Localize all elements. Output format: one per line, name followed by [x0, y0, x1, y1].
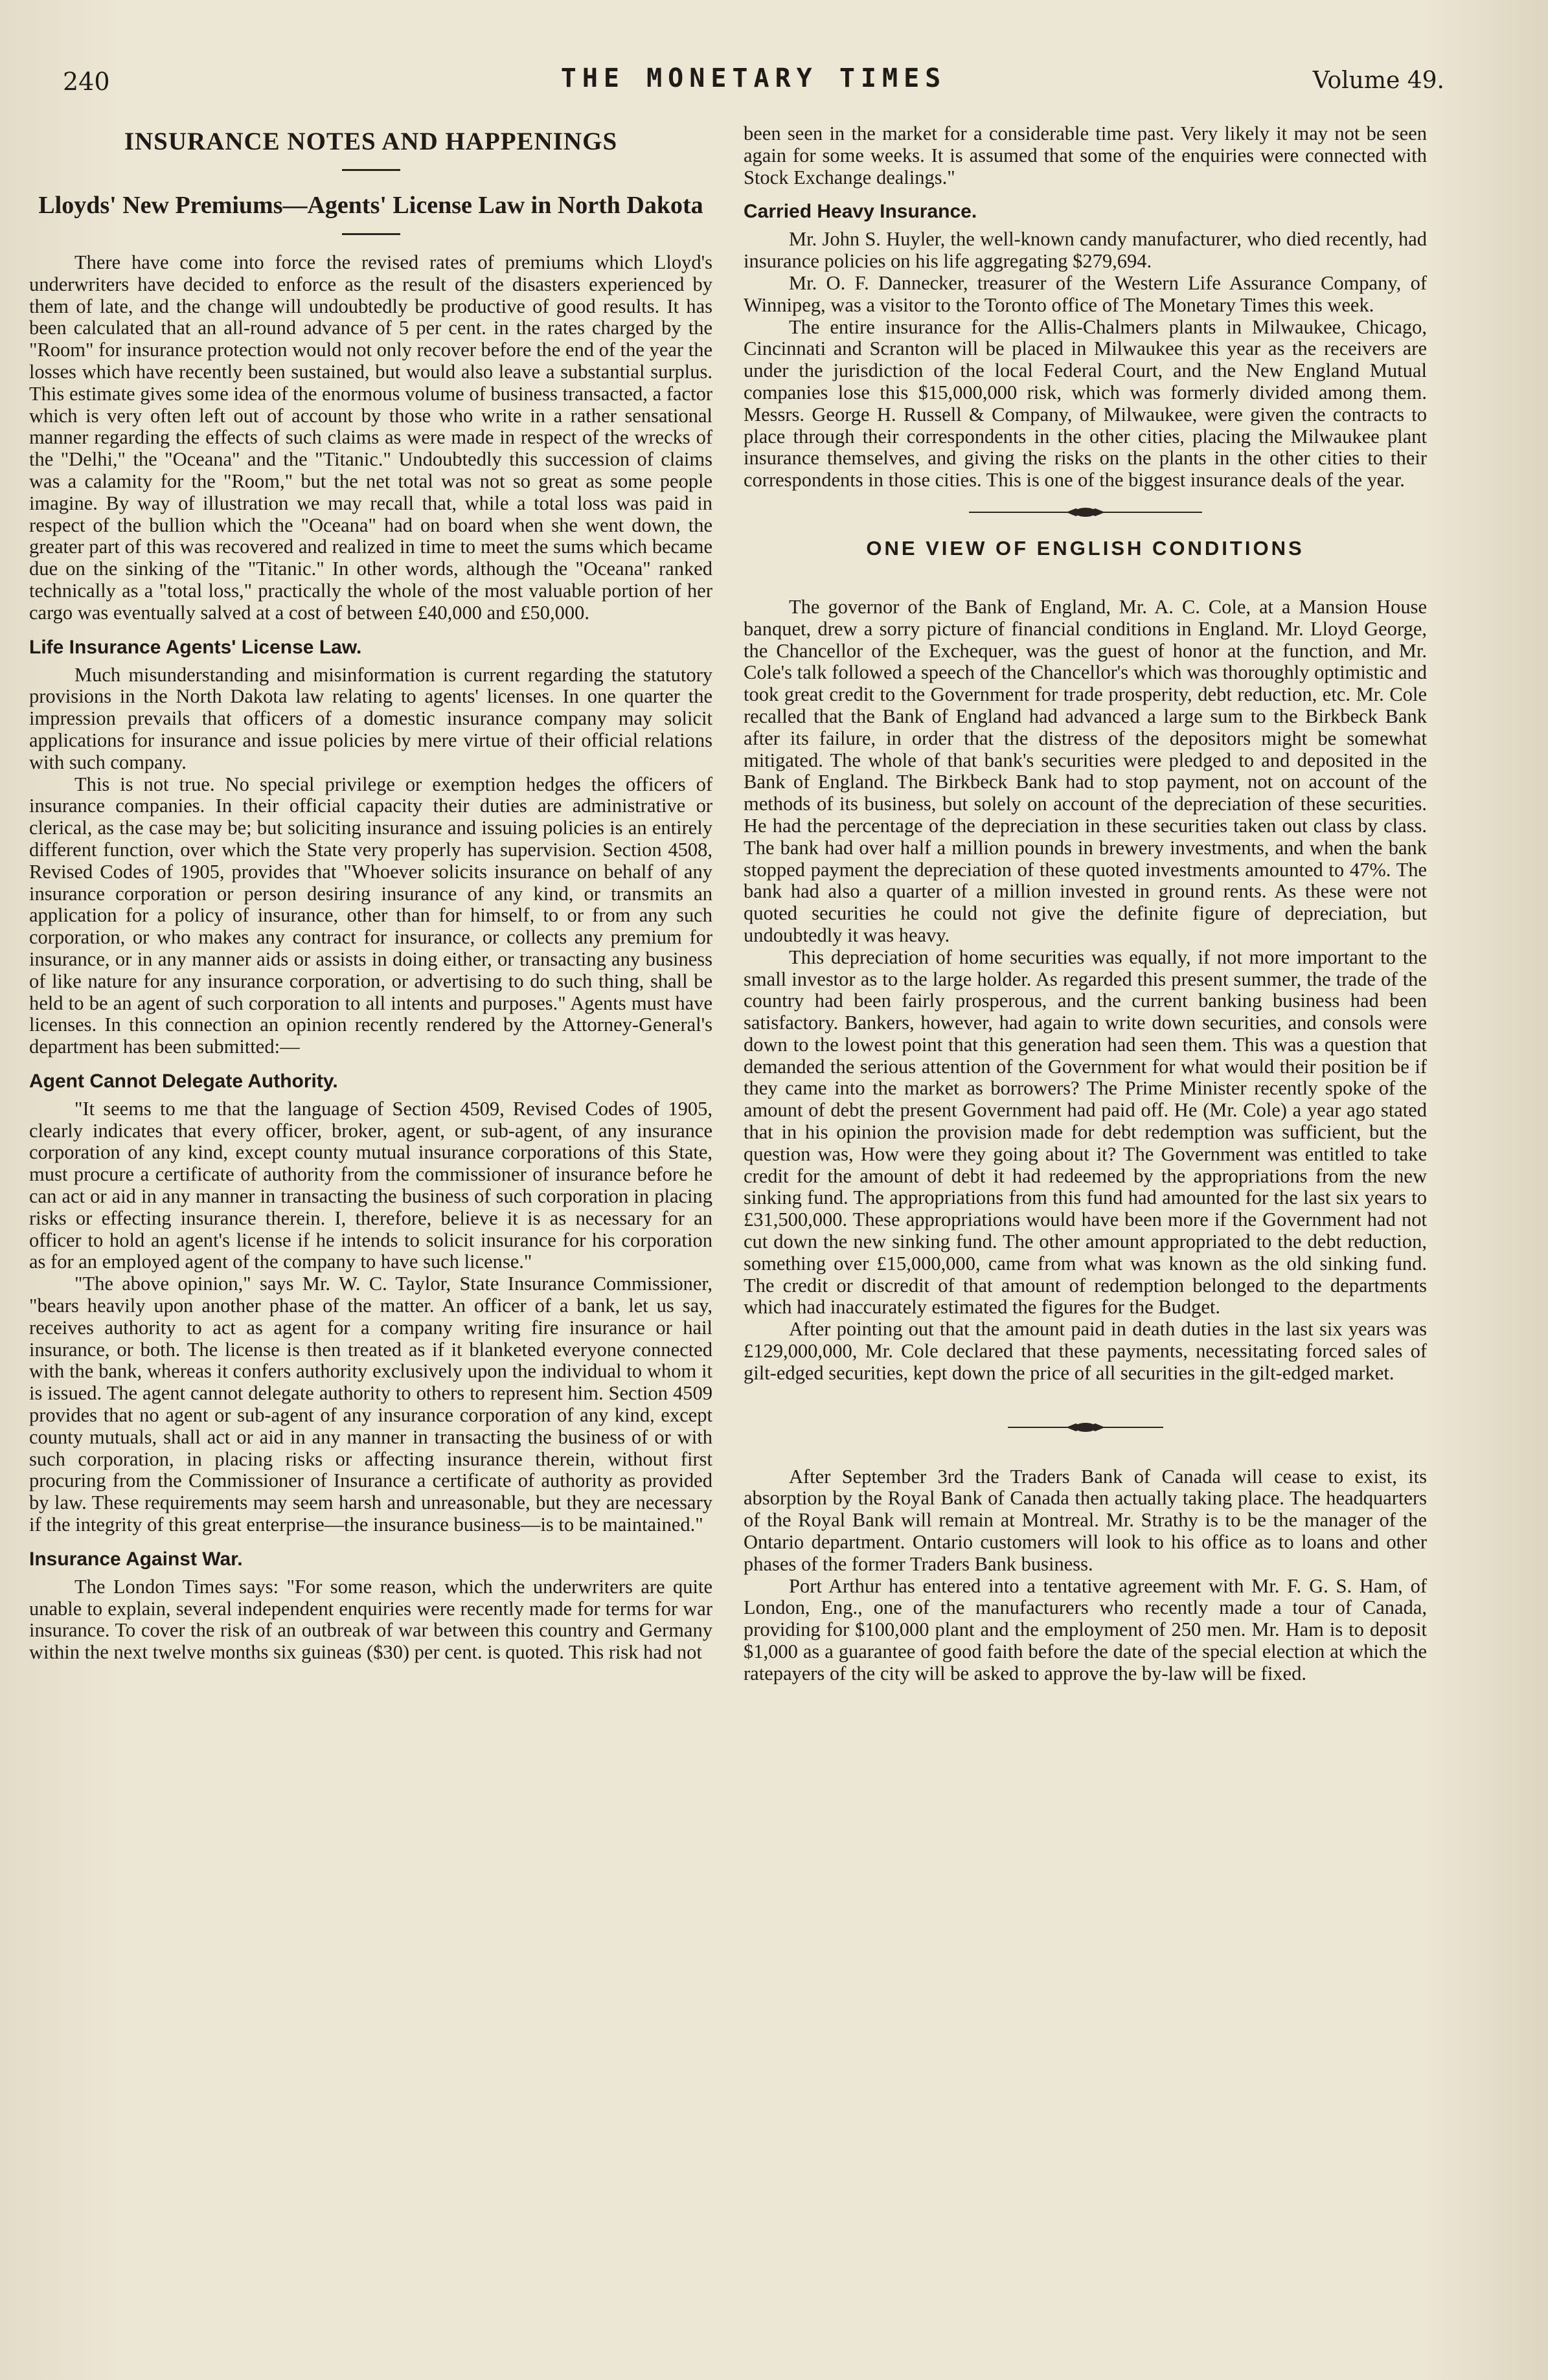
left-column	[29, 115, 712, 1664]
page-header	[63, 63, 1444, 102]
paragraph: Mr. O. F. Dannecker, treasurer of the Western Life Assurance Company, of Winnipeg, was a visitor to the Toronto office of The Monetary Times this week.	[744, 271, 1427, 316]
title-rule	[342, 233, 400, 235]
paragraph: After pointing out that the amount paid in death duties in the last six years was £129,000,000, Mr. Cole declared that these payments, necessitating forced sales of gilt-edged securities, kept down the price of all securities in the gilt-edged market.	[744, 1318, 1427, 1384]
paragraph: The governor of the Bank of England, Mr. A. C. Cole, at a Mansion House banquet, drew a sorry picture of financial conditions in England. Mr. Lloyd George, the Chancellor of the Exchequer, was the guest of honor at the function, and Mr. Cole's talk followed a speech of the Chancellor's which was thoroughly optimistic and took great credit to the Government for trade prosperity, debt reduction, etc. Mr. Cole recalled that the Bank of England had advanced a large sum to the Birkbeck Bank after its failure, in order that the distress of the depositors might be somewhat mitigated. The whole of that bank's securities were pledged to and deposited in the Bank of England. The Birkbeck Bank had to stop payment, not on account of the methods of its business, but solely on account of the depreciation of these securities. He had the percentage of the depreciation in these securities taken out class by class. The bank had over half a million pounds in brewery investments, and when the bank stopped payment the depreciation of these quoted investments amounted to 47%. The bank had also a quarter of a million invested in ground rents. As these were not quoted securities he could not give the definite figure of depreciation, but undoubtedly it was heavy.	[744, 595, 1427, 946]
paragraph: Much misunderstanding and misinformation is current regarding the statutory provisions in the North Dakota law relating to agents' licenses. In one quarter the impression prevails that officers of a domestic insurance company may solicit applications for insurance and issue policies by mere virtue of their official relations with such company.	[29, 663, 712, 773]
paragraph: This is not true. No special privilege or exemption hedges the officers of insurance companies. In their official capacity their duties are administrative or clerical, as the case may be; but soliciting insurance and issuing policies is an entirely different function, over which the State very properly has supervision. Section 4508, Revised Codes of 1905, provides that "Whoever solicits insurance on behalf of any insurance corporation or person desiring insurance of any kind, or transmits an application for a policy of insurance, other than for himself, to or from any such corporation, or who makes any contract for insurance, or collects any premium for insurance, or in any manner aids or assists in doing either, or transacting any business of like nature for any insurance corporation, or advertising to do such thing, shall be held to be an agent of such corporation to all intents and purposes." Agents must have licenses. In this connection an opinion recently rendered by the Attorney-General's department has been submitted:—	[29, 773, 712, 1058]
volume-label: Volume 49.	[1312, 67, 1444, 94]
side-heading: Insurance Against War.	[29, 1548, 243, 1570]
article-title: Lloyds' New Premiums—Agents' License Law in North Dakota	[38, 192, 703, 219]
page-number: 240	[63, 67, 110, 96]
paragraph: This depreciation of home securities was equally, if not more important to the small investor as to the large holder. As regarded this present summer, the trade of the country had been fairly prosperous, and the current banking business had been satisfactory. Bankers, however, had again to write down securities, and consols were down to the lowest point that this generation had seen them. This was a question that demanded the serious attention of the Government for what would their position be if they came into the market as borrowers? The Prime Minister recently spoke of the amount of debt the present Government had paid off. He (Mr. Cole) a year ago stated that in his opinion the provision made for debt redemption was sufficient, but the question was, How were they going about it? The Government was entitled to take credit for the amount of debt it had redeemed by the appropriations from the new sinking fund. The appropriations from this fund had amounted for the last six years to £31,500,000. These appropriations would have been more if the Government had not cut down the new sinking fund. The other amount appropriated to the debt reduction, something over £15,000,000, came from what was known as the old sinking fund. The credit or discredit of that amount of redemption belonged to the departments which had inaccurately estimated the figures for the Budget.	[744, 946, 1427, 1319]
paragraph: The entire insurance for the Allis-Chalmers plants in Milwaukee, Chicago, Cincinnati and Scranton will be placed in Milwaukee this year as the receivers are under the jurisdiction of the local Federal Court, and the New England Mutual companies lose this $15,000,000 risk, which was formerly divided among them. Messrs. George H. Russell & Company, of Milwaukee, were given the contracts to place through their correspondents in the other cities, placing the Milwaukee plant insurance themselves, and giving the risks on the plants in the other cities to their correspondents in those cities. This is one of the biggest insurance deals of the year.	[744, 315, 1427, 492]
section-title: INSURANCE NOTES AND HAPPENINGS	[124, 128, 618, 155]
side-heading: Life Insurance Agents' License Law.	[29, 636, 362, 658]
paragraph: "The above opinion," says Mr. W. C. Taylor, State Insurance Commissioner, "bears heavily upon another phase of the matter. An officer of a bank, let us say, receives authority to act as agent for a company writing fire insurance or hail insurance, or both. The license is then treated as if it blanketed everyone connected with the bank, whereas it confers authority exclusively upon the individual to whom it is issued. The agent cannot delegate authority to others to represent him. Section 4509 provides that no agent or sub-agent of any insurance corporation of any kind, except county mutuals, shall act or aid in any manner in transacting the business of or with such corporation, in placing risks or affecting insurance therein, without first procuring from the Commissioner of Insurance a certificate of authority as provided by law. These requirements may seem harsh and unreasonable, but they are necessary if the integrity of this great enterprise—the insurance business—is to be maintained."	[29, 1273, 712, 1536]
masthead: THE MONETARY TIMES	[560, 63, 947, 93]
paragraph: Mr. John S. Huyler, the well-known candy manufacturer, who died recently, had insurance policies on his life aggregating $279,694.	[744, 228, 1427, 273]
side-heading: Carried Heavy Insurance.	[744, 201, 977, 223]
ornament-divider	[1008, 1421, 1163, 1434]
paragraph: The London Times says: "For some reason, which the underwriters are quite unable to explain, several independent enquiries were recently made for terms for war insurance. To cover the risk of an outbreak of war between this country and Germany within the next twelve months six guineas ($30) per cent. is quoted. This risk had not	[29, 1575, 712, 1664]
ornament-divider	[969, 506, 1202, 519]
title-rule	[342, 169, 400, 171]
side-heading: Agent Cannot Delegate Authority.	[29, 1070, 338, 1092]
paragraph: There have come into force the revised rates of premiums which Lloyd's underwriters have decided to enforce as the result of the disasters experienced by them of late, and the change will undoubtedly be productive of good results. It has been calculated that an all-round advance of 5 per cent. in the rates charged by the "Room" for insurance protection would not only recover before the end of the year the losses which have recently been sustained, but would also leave a substantial surplus. This estimate gives some idea of the enormous volume of business transacted, a factor which is very often left out of account by those who write in a rather sensational manner regarding the effects of such claims as were made in respect of the wrecks of the "Delhi," the "Oceana" and the "Titanic." Undoubtedly this succession of claims was a calamity for the "Room," but the net total was not so great as some people imagine. By way of illustration we may recall that, while a total loss was paid in respect of the bullion which the "Oceana" had on board when she went down, the greater part of this was recovered and realized in time to meet the sums which became due on the sinking of the "Titanic." In other words, although the "Oceana" ranked technically as a "total loss," practically the whole of the most valuable portion of her cargo was eventually salved at a cost of between £40,000 and £50,000.	[29, 251, 712, 624]
paragraph: After September 3rd the Traders Bank of Canada will cease to exist, its absorption by the Royal Bank of Canada then actually taking place. The headquarters of the Royal Bank will remain at Montreal. Mr. Strathy is to be the manager of the Ontario department. Ontario customers will look to his office as to loans and other phases of the former Traders Bank business.	[744, 1465, 1427, 1575]
paragraph: Port Arthur has entered into a tentative agreement with Mr. F. G. S. Ham, of London, Eng., one of the manufacturers who recently made a tour of Canada, providing for $100,000 plant and the employment of 250 men. Mr. Ham is to deposit $1,000 as a guarantee of good faith before the date of the special election at which the ratepayers of the city will be asked to approve the by-law will be fixed.	[744, 1574, 1427, 1684]
paragraph: been seen in the market for a considerable time past. Very likely it may not be seen again for some weeks. It is assumed that some of the enquiries were connected with Stock Exchange dealings."	[744, 122, 1427, 188]
paragraph: "It seems to me that the language of Section 4509, Revised Codes of 1905, clearly indicates that every officer, broker, agent, or sub-agent, of any insurance corporation of any kind, except county mutual insurance corporations of this State, must procure a certificate of authority from the commissioner of insurance before he can act or aid in any manner in transacting the business of such corporation in placing risks or effecting insurance therein. I, therefore, believe it is as necessary for an officer to hold an agent's license if he intends to solicit insurance for his corporation as for an employed agent of the company to have such license."	[29, 1097, 712, 1273]
right-column	[744, 123, 1427, 1685]
article-heading: ONE VIEW OF ENGLISH CONDITIONS	[866, 536, 1304, 560]
